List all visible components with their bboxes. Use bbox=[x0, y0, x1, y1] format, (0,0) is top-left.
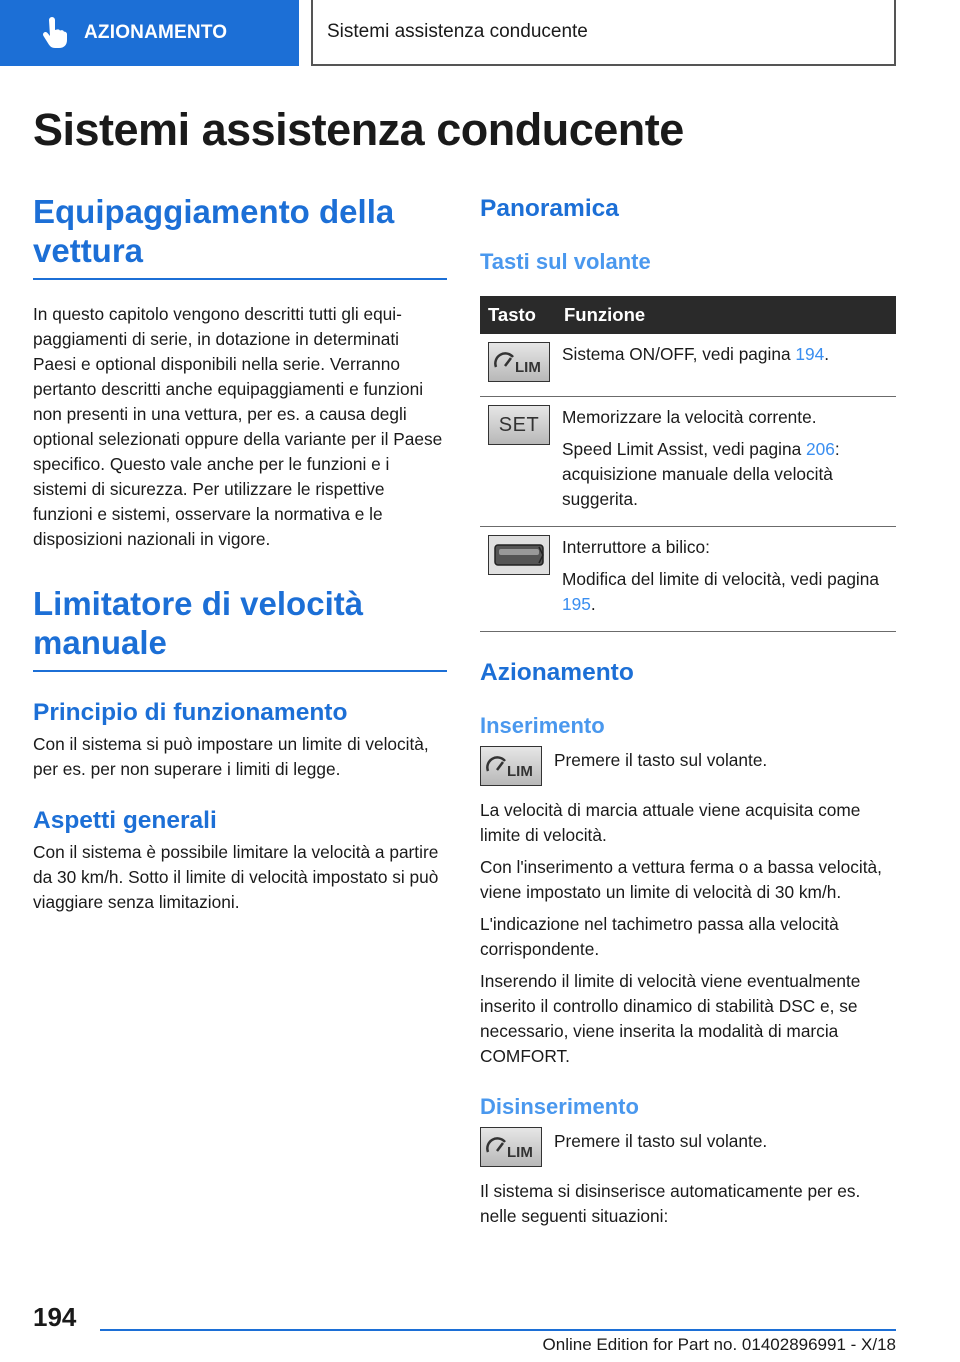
buttons-heading: Tasti sul volante bbox=[480, 249, 651, 274]
lim-button-icon bbox=[480, 746, 542, 786]
overview-heading: Panoramica bbox=[480, 195, 619, 222]
deactivation-instruction: LIM Premere il tasto sul volante. bbox=[480, 1127, 896, 1167]
table-row: SET Memorizzare la velocità corrente. Speed Limit Assist, vedi pagina 206: acquisizione manuale della velocità suggerita. bbox=[480, 397, 896, 527]
principle-text: Con il sistema si può impostare un limite di velocità, per es. per non superare i limiti di legge. bbox=[33, 734, 429, 779]
lim-button-icon bbox=[488, 342, 550, 382]
operation-heading: Azionamento bbox=[480, 659, 634, 686]
heading-rule bbox=[33, 278, 447, 280]
page-link-206[interactable]: 206 bbox=[806, 439, 835, 459]
equipment-heading: Equipaggiamento della vettura bbox=[33, 193, 395, 269]
hand-pointer-icon bbox=[36, 15, 72, 51]
page-link-195[interactable]: 195 bbox=[562, 594, 591, 614]
activation-instruction: LIM Premere il tasto sul volante. bbox=[480, 746, 896, 786]
rocker-switch-icon bbox=[488, 535, 550, 575]
right-column bbox=[480, 192, 896, 1229]
activation-text-3: L'indicazione nel tachimetro passa alla velocità corrispondente. bbox=[480, 914, 839, 959]
deactivation-heading: Disinserimento bbox=[480, 1094, 639, 1119]
activation-text-2: Con l'inserimento a vettura ferma o a bassa velocità, viene impostato un limite di velocità di 30 km/h. bbox=[480, 857, 882, 902]
set-button-icon: SET bbox=[488, 405, 550, 445]
principle-heading: Principio di funzionamento bbox=[33, 699, 348, 726]
footer-rule bbox=[100, 1329, 896, 1331]
table-row: Interruttore a bilico: Modifica del limite di velocità, vedi pagina 195. bbox=[480, 527, 896, 632]
lim-button-icon bbox=[480, 1127, 542, 1167]
page-number: 194 bbox=[33, 1302, 77, 1332]
general-heading: Aspetti generali bbox=[33, 807, 217, 834]
activation-heading: Inserimento bbox=[480, 713, 605, 738]
deactivation-text-1: Il sistema si disinserisce automaticamente per es. nelle seguenti situazioni: bbox=[480, 1181, 861, 1226]
svg-text:LIM: LIM bbox=[507, 763, 533, 780]
activation-text-1: La velocità di marcia attuale viene acquisita come limite di velocità. bbox=[480, 800, 861, 845]
column-header-key: Tasto bbox=[480, 296, 556, 334]
table-row: LIM Sistema ON/OFF, vedi pagina 194. bbox=[480, 334, 896, 397]
page-title: Sistemi assistenza conducente bbox=[33, 104, 684, 155]
heading-rule bbox=[33, 670, 447, 672]
edition-text: Online Edition for Part no. 01402896991 - X/18 bbox=[542, 1335, 896, 1354]
chapter-title-box bbox=[311, 0, 896, 66]
section-tab-label: AZIONAMENTO bbox=[84, 22, 228, 43]
limiter-heading: Limitatore di velocità manuale bbox=[33, 585, 364, 661]
general-text: Con il sistema è possibile limitare la velocità a partire da 30 km/h. Sotto il limite di velocità impostato si può viaggiare senza limitazioni. bbox=[33, 842, 439, 912]
column-header-function: Funzione bbox=[556, 296, 896, 334]
chapter-title: Sistemi assistenza conducente bbox=[327, 21, 588, 42]
svg-text:LIM: LIM bbox=[515, 359, 541, 376]
svg-text:LIM: LIM bbox=[507, 1144, 533, 1161]
activation-text-4: Inserendo il limite di velocità viene eventualmente inserito il controllo dinamico di stabilità DSC e, se necessario, viene inserita la modalità di marcia COMFORT. bbox=[480, 971, 861, 1066]
equipment-text: In questo capitolo vengono descritti tutti gli equipaggiamenti di serie, in dotazione in determinati Paesi e optional disponibili nella serie. Verranno pertanto descritti anche equipaggiamenti e funzioni non presenti in una vettura, per es. a causa degli optional selezionati oppure della variante per il Paese specifico. Questo vale anche per le funzioni e i sistemi di sicurezza. Per utilizzare le rispettive funzioni e sistemi, osservare la normativa e le disposizioni nazionali in vigore. bbox=[33, 304, 443, 549]
left-column bbox=[33, 192, 447, 915]
page-link-194[interactable]: 194 bbox=[795, 344, 825, 364]
table-header-row bbox=[480, 296, 896, 334]
steering-buttons-table bbox=[480, 296, 896, 632]
section-tab[interactable] bbox=[0, 0, 299, 66]
